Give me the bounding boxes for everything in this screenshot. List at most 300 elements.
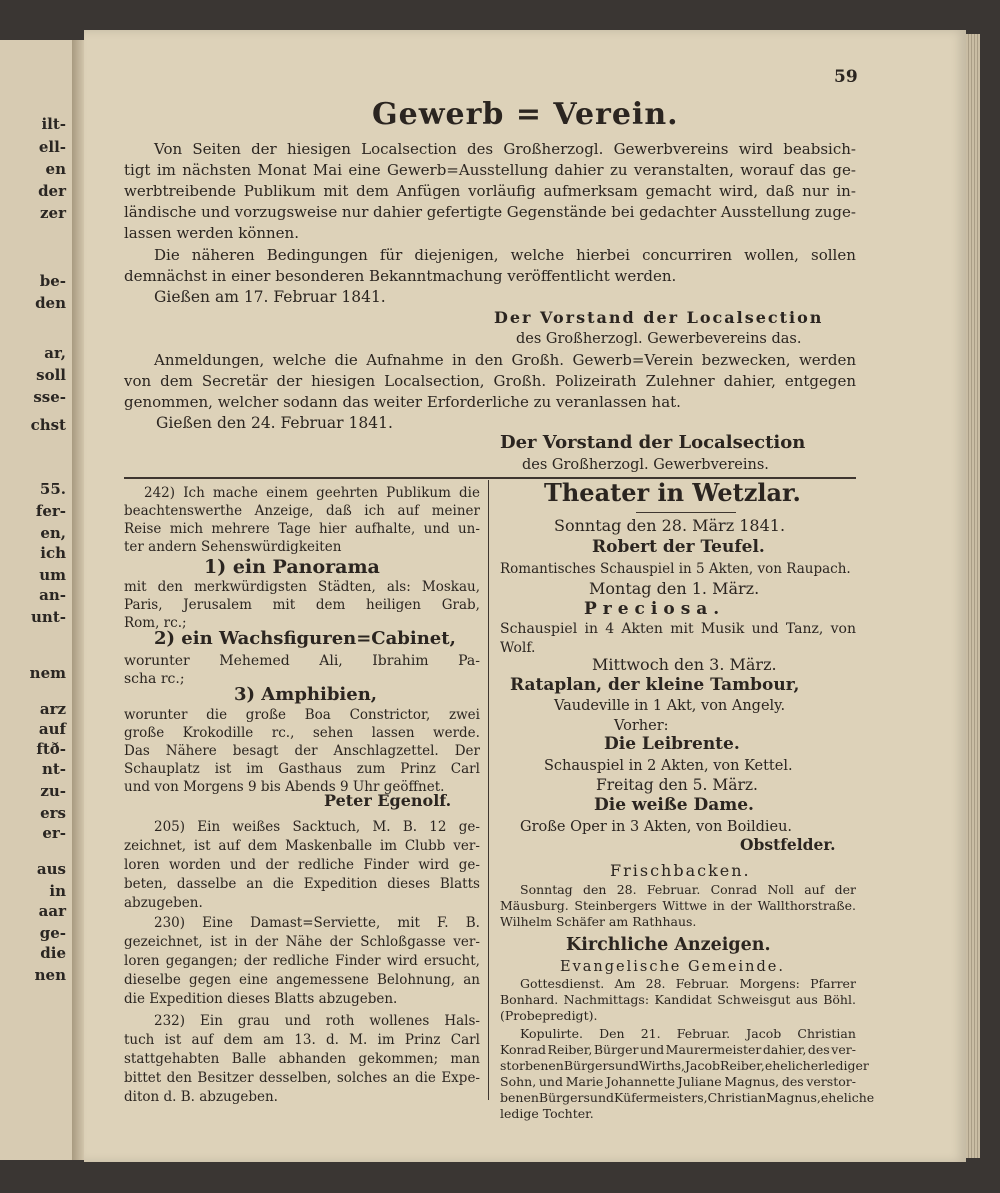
word: und	[201, 203, 230, 221]
text-line: ledige Tochter.	[500, 1106, 594, 1121]
text-line	[124, 1069, 480, 1087]
word: Prinz	[404, 1032, 441, 1048]
word: Conrad	[710, 882, 758, 897]
word: roth	[325, 1013, 355, 1029]
word: in	[452, 351, 467, 369]
left-page-fragment: chst	[30, 416, 66, 434]
word: Jacob	[746, 1026, 782, 1041]
column-divider	[488, 480, 489, 1100]
word: wird	[738, 140, 774, 158]
kirchliche-title: Kirchliche Anzeigen.	[566, 935, 771, 955]
word: Anschlagzettel.	[333, 743, 439, 759]
word: lediger	[824, 1058, 869, 1073]
word: un-	[457, 521, 480, 537]
word: Reiber,	[720, 1058, 765, 1073]
word: 242)	[144, 485, 176, 501]
text-line: Wolf.	[500, 640, 536, 656]
word: der	[294, 743, 318, 759]
word: und	[538, 1074, 563, 1089]
text-line	[124, 502, 480, 520]
word: sehen	[312, 725, 354, 741]
text-line	[500, 1058, 869, 1074]
word: das	[799, 161, 827, 179]
text-line	[154, 818, 480, 836]
word: Morgens:	[739, 976, 800, 991]
gewerb-signature-2a: Der Vorstand der Localsection	[500, 432, 806, 453]
play-robert-desc: Romantisches Schauspiel in 5 Akten, von Raupach.	[500, 561, 851, 577]
word: ver-	[453, 838, 480, 854]
word: wird	[418, 857, 450, 873]
word: verstor-	[806, 1074, 856, 1089]
word: dahier,	[762, 1042, 807, 1057]
word: meiner	[431, 503, 480, 519]
text-line: die Expedition dieses Blatts abzugeben.	[124, 991, 398, 1007]
word: der	[254, 934, 279, 950]
word: mehrere	[211, 521, 270, 537]
word: Jacob	[685, 1058, 721, 1073]
word: den	[582, 882, 607, 897]
word: redliche	[273, 953, 330, 969]
word: rc.,	[271, 725, 295, 741]
word: auf	[804, 882, 825, 897]
gewerb-date-2: Gießen den 24. Februar 1841.	[156, 414, 393, 432]
text-line: abzugeben.	[124, 895, 203, 911]
word: B.	[465, 915, 480, 931]
word: Februar.	[675, 976, 730, 991]
word: eine	[239, 972, 269, 988]
word: dem	[160, 372, 193, 390]
word: veranstalten,	[633, 161, 734, 179]
monday-date: Montag den 1. März.	[589, 579, 760, 598]
word: ge-	[458, 819, 480, 835]
text-line	[124, 837, 480, 855]
text-line	[154, 1012, 480, 1030]
word: den	[474, 351, 504, 369]
word: dasselbe	[176, 876, 237, 892]
word: hierbei	[576, 246, 630, 264]
word: loren	[124, 953, 160, 969]
left-page-fragment: en	[45, 160, 66, 178]
word: nächsten	[182, 161, 252, 179]
word: Anfügen	[396, 182, 461, 200]
word: mit	[397, 915, 420, 931]
left-page-fragment: unt-	[31, 608, 66, 626]
word: Moskau,	[421, 579, 480, 595]
text-line: Rom, rc.;	[124, 615, 187, 631]
word: Jerusalem	[183, 597, 252, 613]
text-line	[124, 652, 480, 670]
word: Ein	[197, 819, 221, 835]
word: ist	[210, 934, 227, 950]
word: Christian	[707, 1090, 767, 1105]
word: der	[251, 140, 277, 158]
play-preciosa: Preciosa.	[584, 599, 726, 619]
left-page-fragment: auf	[38, 720, 66, 738]
gewerb-date-1: Gießen am 17. Februar 1841.	[154, 288, 386, 306]
text-line	[520, 976, 856, 992]
word: gemacht	[645, 182, 712, 200]
word: Gewerbvereins	[613, 140, 729, 158]
word: dahier,	[723, 372, 776, 390]
word: beabsich-	[783, 140, 856, 158]
word: Bürgers	[538, 1090, 590, 1105]
word: die	[206, 707, 228, 723]
word: in	[712, 898, 725, 913]
word: Wittwe	[662, 898, 708, 913]
word: Tanz,	[785, 621, 824, 637]
word: weißes	[232, 819, 281, 835]
text-line	[124, 1031, 480, 1049]
word: der	[329, 934, 353, 950]
word: Anmeldungen,	[154, 351, 265, 369]
text-line	[500, 1090, 875, 1106]
text-line	[124, 372, 856, 390]
word: Wirths,	[638, 1058, 686, 1073]
word: Magnus,	[724, 1074, 780, 1089]
word: welche	[510, 246, 565, 264]
left-page-fragment: be-	[39, 272, 66, 290]
word: redliche	[298, 857, 354, 873]
word: Nachmittags:	[563, 992, 650, 1007]
word: Schloßgasse	[360, 934, 446, 950]
left-page-fragment: en,	[40, 524, 66, 542]
word: mit	[323, 182, 349, 200]
word: Sonntag	[520, 882, 573, 897]
left-page-fragment: er-	[42, 824, 66, 842]
left-page-fragment: den	[35, 294, 66, 312]
word: Besitzer	[197, 1070, 254, 1086]
left-page-fragment: um	[39, 566, 66, 584]
word: Musik	[700, 621, 745, 637]
word: M.	[349, 1032, 368, 1048]
left-page-fragment: soll	[36, 366, 66, 384]
text-line	[124, 1050, 480, 1068]
word: ersucht,	[423, 953, 480, 969]
word: Bedingungen	[266, 246, 368, 264]
text-line: demnächst in einer besonderen Bekanntmachung veröffentlicht werden.	[124, 267, 677, 285]
word: Localsection,	[384, 372, 485, 390]
text-line	[154, 351, 856, 369]
text-line: lassen werden können.	[124, 224, 299, 242]
word: die	[459, 485, 480, 501]
text-line	[124, 724, 480, 742]
word: wollenes	[369, 1013, 430, 1029]
word: gegangen;	[165, 953, 238, 969]
word: auf	[191, 1032, 214, 1048]
left-page	[0, 40, 74, 1160]
text-line	[124, 875, 480, 893]
word: von	[830, 621, 856, 637]
word: 4	[605, 621, 615, 637]
text-line: diton d. B. abzugeben.	[124, 1089, 278, 1105]
word: geehrten	[316, 485, 378, 501]
text-line	[154, 140, 856, 158]
word: Hals-	[444, 1013, 480, 1029]
word: Sohn,	[500, 1074, 537, 1089]
word: Gasthaus	[278, 761, 342, 777]
word: dem	[223, 1032, 253, 1048]
word: Nähe	[285, 934, 323, 950]
word: Aufnahme	[366, 351, 444, 369]
word: daß	[765, 182, 795, 200]
word: dieses	[387, 876, 431, 892]
word: und	[614, 1058, 639, 1073]
word: hiesigen	[286, 140, 351, 158]
left-page-fragment: ell-	[38, 138, 66, 156]
word: Mäusburg.	[500, 898, 569, 913]
word: im	[377, 1032, 395, 1048]
word: Marie	[565, 1074, 604, 1089]
word: gezeichnet,	[124, 934, 203, 950]
word: worauf	[740, 161, 794, 179]
word: worden	[169, 857, 221, 873]
word: bei	[611, 203, 635, 221]
left-page-fragment: ich	[40, 544, 66, 562]
word: diejenigen,	[414, 246, 499, 264]
word: Carl	[450, 761, 480, 777]
word: Pfarrer	[810, 976, 856, 991]
word: ver-	[831, 1042, 856, 1057]
word: Den	[599, 1026, 625, 1041]
word: tuch	[124, 1032, 155, 1048]
left-page-fragment: die	[40, 944, 66, 962]
word: und	[751, 621, 779, 637]
word: Am	[614, 976, 636, 991]
word: zum	[356, 761, 386, 777]
word: Reise	[124, 521, 162, 537]
word: eine	[348, 161, 381, 179]
word: angemessene	[276, 972, 369, 988]
word: gefertigte	[426, 203, 503, 221]
word: des	[466, 140, 494, 158]
word: dahier	[554, 161, 604, 179]
word: gegen	[188, 972, 231, 988]
word: Gegenstände	[506, 203, 607, 221]
word: gekommen;	[358, 1051, 439, 1067]
word: Publikum	[386, 485, 451, 501]
word: an	[463, 972, 480, 988]
word: Kandidat	[654, 992, 712, 1007]
word: und	[640, 1042, 665, 1057]
word: Prinz	[400, 761, 436, 777]
friday-date: Freitag den 5. März.	[596, 776, 758, 794]
word: tigt	[124, 161, 151, 179]
ad-242-item-2-head: 2) ein Wachsfiguren=Cabinet,	[154, 628, 456, 649]
word: Belohnung,	[377, 972, 456, 988]
word: bittet	[124, 1070, 162, 1086]
text-line	[124, 161, 856, 179]
word: Großh.	[511, 351, 565, 369]
text-line	[154, 914, 480, 932]
word: große	[124, 725, 165, 741]
word: hiesigen	[311, 372, 376, 390]
wednesday-date: Mittwoch den 3. März.	[592, 655, 777, 674]
left-page-fragment: ar,	[44, 344, 66, 362]
word: Ibrahim	[372, 653, 429, 669]
word: nur	[341, 203, 369, 221]
word: concurriren	[642, 246, 733, 264]
text-line: ter andern Sehenswürdigkeiten	[124, 539, 342, 555]
left-page-fragment: fer-	[35, 502, 66, 520]
word: Expedition	[303, 876, 378, 892]
word: Ausstellung	[720, 203, 811, 221]
play-weisse-dame-desc: Große Oper in 3 Akten, von Boildieu.	[520, 819, 793, 835]
word: nur	[802, 182, 829, 200]
word: mich	[169, 521, 204, 537]
word: ländische	[124, 203, 197, 221]
left-page-fragment: ers	[40, 804, 66, 822]
text-line	[124, 952, 480, 970]
left-page-fragment: der	[38, 182, 66, 200]
text-line	[500, 1074, 856, 1090]
word: den	[166, 1070, 192, 1086]
word: im	[379, 838, 398, 854]
word: der	[265, 857, 289, 873]
word: dahier	[373, 203, 423, 221]
word: Tage	[278, 521, 311, 537]
word: ge-	[458, 857, 480, 873]
word: und	[229, 857, 256, 873]
ad-242-item-1-head: 1) ein Panorama	[204, 556, 380, 578]
word: Von	[154, 140, 183, 158]
word: Carl	[450, 1032, 480, 1048]
word: Finder	[335, 953, 381, 969]
word: große	[245, 707, 287, 723]
word: der	[276, 372, 303, 390]
word: Nähere	[165, 743, 217, 759]
gewerb-signature-1a: Der Vorstand der Localsection	[494, 308, 824, 327]
word: Das	[124, 743, 150, 759]
word: am	[263, 1032, 285, 1048]
word: Der	[454, 743, 480, 759]
word: Wallthorstraße.	[757, 898, 856, 913]
text-line: genommen, welcher sodann das weiter Erforderliche zu veranlassen hat.	[124, 393, 681, 411]
word: Boa	[304, 707, 331, 723]
word: 12	[429, 819, 447, 835]
word: gedachter	[639, 203, 717, 221]
word: Blatts	[439, 876, 480, 892]
word: mit	[670, 621, 694, 637]
left-page-fragment: ilt-	[41, 115, 66, 133]
text-line	[124, 578, 480, 596]
word: B.	[402, 819, 418, 835]
word: des	[807, 1042, 830, 1057]
word: 21.	[640, 1026, 661, 1041]
left-page-fragment: sse-	[33, 388, 66, 406]
left-page-fragment: nem	[29, 664, 66, 682]
word: Gewerb=Ausstellung	[386, 161, 549, 179]
word: Akten	[621, 621, 663, 637]
word: im	[156, 161, 176, 179]
word: 28.	[645, 976, 666, 991]
word: Pa-	[458, 653, 480, 669]
word: Expe-	[441, 1070, 480, 1086]
ad-242-signer: Peter Egenolf.	[324, 791, 452, 810]
page-edges	[966, 34, 980, 1158]
word: zu	[609, 161, 628, 179]
word: Secretär	[201, 372, 268, 390]
word: Grab,	[441, 597, 480, 613]
text-line: und von Morgens 9 bis Abends 9 Uhr geöffnet.	[124, 779, 445, 795]
word: der	[243, 953, 267, 969]
word: Mehemed	[219, 653, 290, 669]
word: und	[423, 521, 450, 537]
text-line	[144, 484, 480, 502]
word: beten,	[124, 876, 168, 892]
word: auf	[218, 838, 241, 854]
word: aufmerksam	[543, 182, 638, 200]
word: Reiber,	[547, 1042, 593, 1057]
newspaper-page	[84, 30, 966, 1162]
word: mit	[124, 579, 147, 595]
word: ge-	[832, 161, 856, 179]
word: an	[246, 876, 264, 892]
word: Februar.	[676, 1026, 731, 1041]
left-page-fragment: aus	[36, 860, 66, 878]
word: Bürgers	[563, 1058, 615, 1073]
word: Polizeirath	[555, 372, 637, 390]
word: F.	[437, 915, 449, 931]
text-line: scha rc.;	[124, 671, 185, 687]
word: Krokodille	[182, 725, 254, 741]
word: benen	[500, 1090, 539, 1105]
word: in	[234, 934, 248, 950]
word: Juliane	[677, 1074, 722, 1089]
word: Gottesdienst.	[520, 976, 605, 991]
word: Böhl.	[823, 992, 856, 1007]
word: und	[284, 1013, 311, 1029]
word: Schauplatz	[124, 761, 200, 777]
word: stattgehabten	[124, 1051, 220, 1067]
word: dem	[315, 597, 346, 613]
word: für	[379, 246, 403, 264]
word: wollen,	[744, 246, 799, 264]
word: in	[584, 621, 598, 637]
play-robert: Robert der Teufel.	[592, 537, 765, 557]
gewerb-signature-2b: des Großherzogl. Gewerbvereins.	[522, 457, 769, 473]
word: Balle	[231, 1051, 267, 1067]
word: und	[589, 1090, 615, 1105]
word: dem	[247, 838, 278, 854]
word: in-	[836, 182, 856, 200]
word: ver-	[453, 934, 480, 950]
word: mache	[212, 485, 259, 501]
text-line	[124, 596, 480, 614]
word: Ali,	[319, 653, 343, 669]
word: loren	[124, 857, 160, 873]
left-page-fragment: an-	[39, 586, 66, 604]
word: Maskenballe	[285, 838, 373, 854]
word: entgegen	[784, 372, 856, 390]
word: abhanden	[278, 1051, 347, 1067]
left-page-fragment: nt-	[41, 760, 66, 778]
word: Bürger	[593, 1042, 639, 1057]
word: Mai	[312, 161, 343, 179]
theater-title-rule	[636, 512, 736, 513]
word: Ein	[200, 1013, 223, 1029]
word: der	[834, 882, 856, 897]
text-line	[500, 992, 856, 1008]
text-line: Wilhelm Schäfer am Rathhaus.	[500, 914, 697, 929]
word: werbtreibende	[124, 182, 236, 200]
word: man	[450, 1051, 480, 1067]
word: beachtenswerthe	[124, 503, 243, 519]
word: worunter	[124, 653, 190, 669]
text-line	[124, 742, 480, 760]
word: 230)	[154, 915, 186, 931]
text-line	[124, 760, 480, 778]
word: Sacktuch,	[292, 819, 361, 835]
